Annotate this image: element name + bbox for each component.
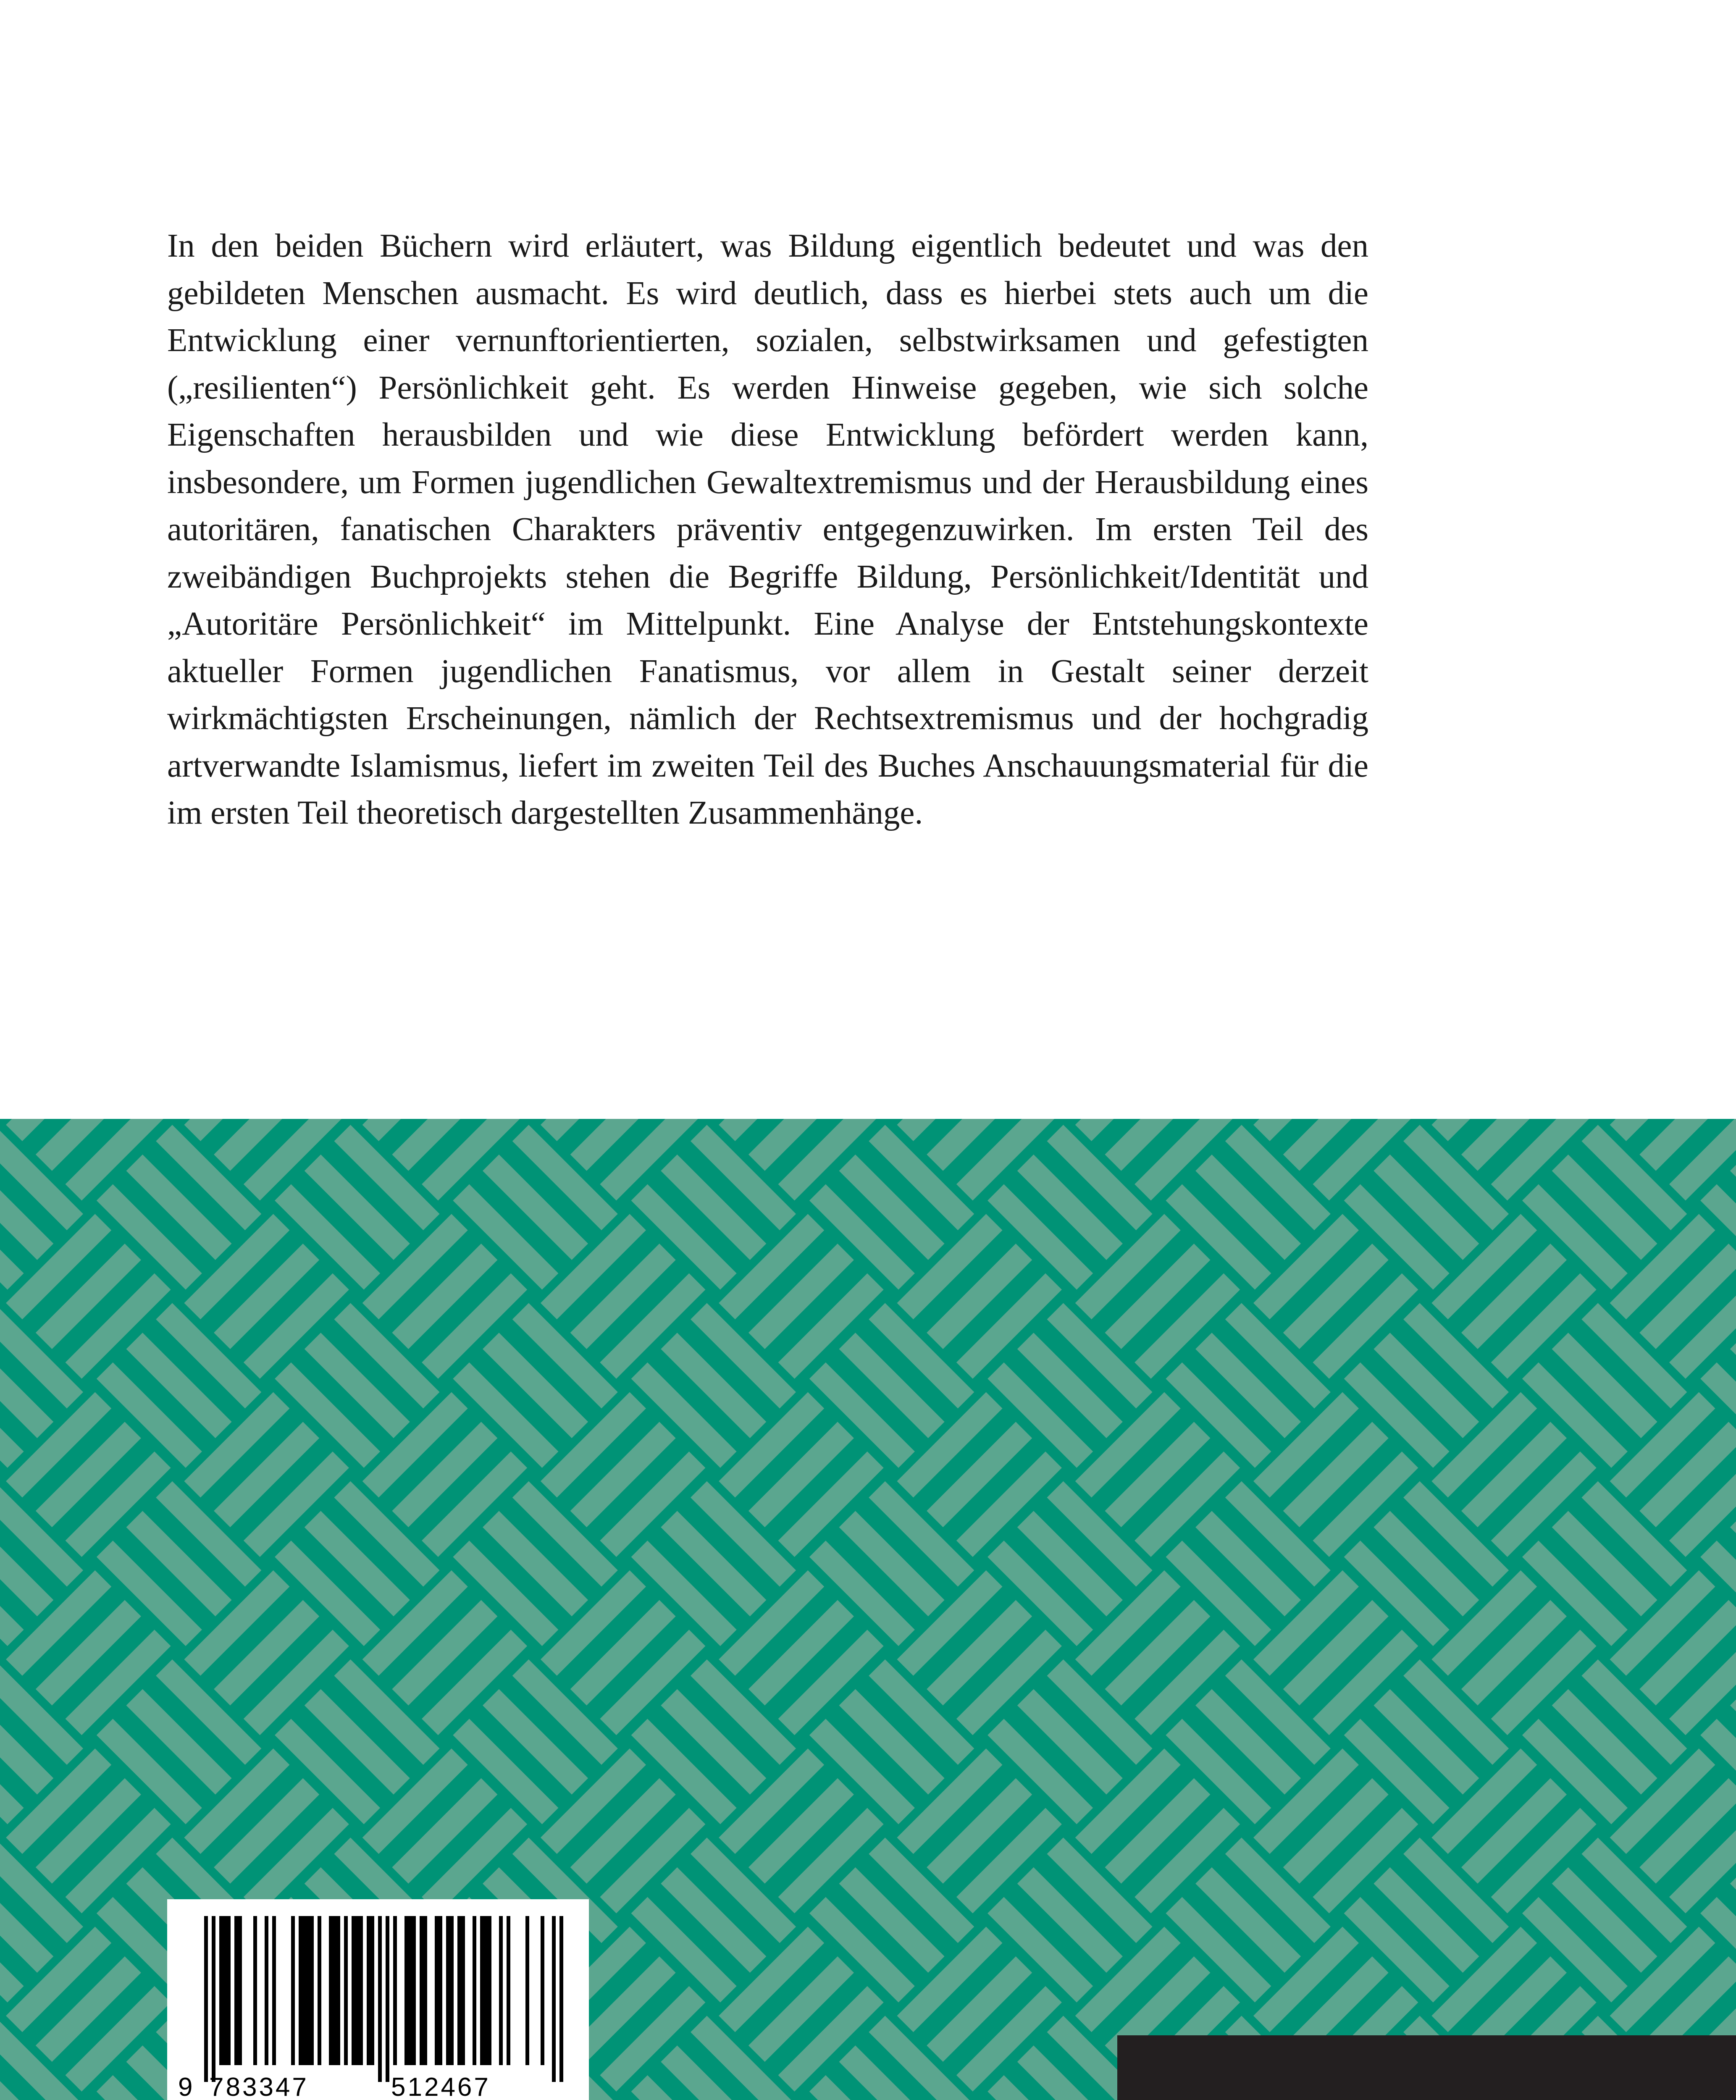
barcode-bar: [525, 1916, 529, 2065]
barcode-bar: [204, 1916, 208, 2082]
barcode-bar: [265, 1916, 268, 2065]
barcode-bar: [212, 1916, 215, 2082]
barcode-bar: [359, 1916, 363, 2065]
barcode-bar: [299, 1916, 302, 2065]
barcode-bar: [272, 1916, 276, 2065]
barcode-bar: [223, 1916, 227, 2065]
barcode-bar: [302, 1916, 306, 2065]
barcode-bar: [355, 1916, 359, 2065]
barcode-bar: [393, 1916, 397, 2065]
barcode-bar: [227, 1916, 231, 2065]
isbn-right-digits: 512467: [391, 2073, 491, 2100]
barcode-bar: [559, 1916, 563, 2082]
isbn-barcode: [167, 1899, 589, 2100]
barcode-bar: [541, 1916, 544, 2065]
barcode-bar: [488, 1916, 491, 2065]
barcode-bar: [420, 1916, 423, 2065]
barcode-bar: [367, 1916, 370, 2065]
barcode-bar: [253, 1916, 257, 2065]
barcode-bar: [408, 1916, 412, 2065]
publisher-logo-panel: [1117, 2035, 1736, 2100]
isbn-prefix-digit: 9: [178, 2073, 193, 2100]
barcode-bar: [484, 1916, 488, 2065]
barcode-bar: [370, 1916, 374, 2065]
barcode-bar: [507, 1916, 510, 2065]
barcode-bar: [499, 1916, 503, 2065]
barcode-bar: [461, 1916, 465, 2065]
barcode-bar: [412, 1916, 416, 2065]
barcode-bar: [378, 1916, 382, 2082]
barcode-bar: [404, 1916, 408, 2065]
barcode-bar: [423, 1916, 427, 2065]
barcode-bar: [457, 1916, 461, 2065]
barcode-bar: [306, 1916, 310, 2065]
barcode-bar: [386, 1916, 389, 2082]
barcode-bar: [344, 1916, 348, 2065]
book-description: In den beiden Büchern wird erläutert, was Bildung eigentlich bedeutet und was den gebildeten Menschen ausmacht. Es wird deutlich, dass es hierbei stets auch um die Entwicklung einer vernunftorientierten, sozialen, selbstwirksamen und gefestigten („resilienten“) Persönlichkeit geht. Es werden Hinweise gegeben, wie sich solche Eigenschaften herausbilden und wie diese Entwicklung befördert werden kann, insbesondere, um Formen jugendlichen Gewaltextremismus und der Herausbildung eines autoritären, fanatischen Charakters präventiv entgegenzuwirken. Im ersten Teil des zweibändigen Buchprojekts stehen die Begriffe Bildung, Persönlichkeit/Identität und „Autoritäre Persönlichkeit“ im Mittelpunkt. Eine Analyse der Entstehungskontexte aktueller Formen jugendlichen Fanatismus, vor allem in Gestalt seiner derzeit wirkmächtigsten Erscheinungen, nämlich der Rechtsextremismus und der hochgradig artverwandte Islamismus, liefert im zweiten Teil des Buches Anschauungsmaterial für die im ersten Teil theoretisch dargestellten Zusammenhänge.: [167, 228, 1368, 831]
barcode-bar: [291, 1916, 295, 2065]
barcode-bar: [439, 1916, 442, 2065]
barcode-bar: [450, 1916, 454, 2065]
barcode-bar: [234, 1916, 238, 2065]
barcode-bar: [480, 1916, 484, 2065]
barcode-bar: [473, 1916, 476, 2065]
barcode-bar: [238, 1916, 242, 2065]
barcode-bar: [336, 1916, 340, 2065]
barcode-bar: [318, 1916, 321, 2065]
barcode-bar: [352, 1916, 355, 2065]
barcode-bar: [446, 1916, 450, 2065]
barcode-bar: [310, 1916, 314, 2065]
barcode-bar: [219, 1916, 223, 2065]
barcode-bar: [435, 1916, 439, 2065]
barcode-bar: [552, 1916, 556, 2082]
barcode-bar: [333, 1916, 336, 2065]
barcode-bar: [329, 1916, 333, 2065]
isbn-left-digits: 783347: [209, 2073, 309, 2100]
